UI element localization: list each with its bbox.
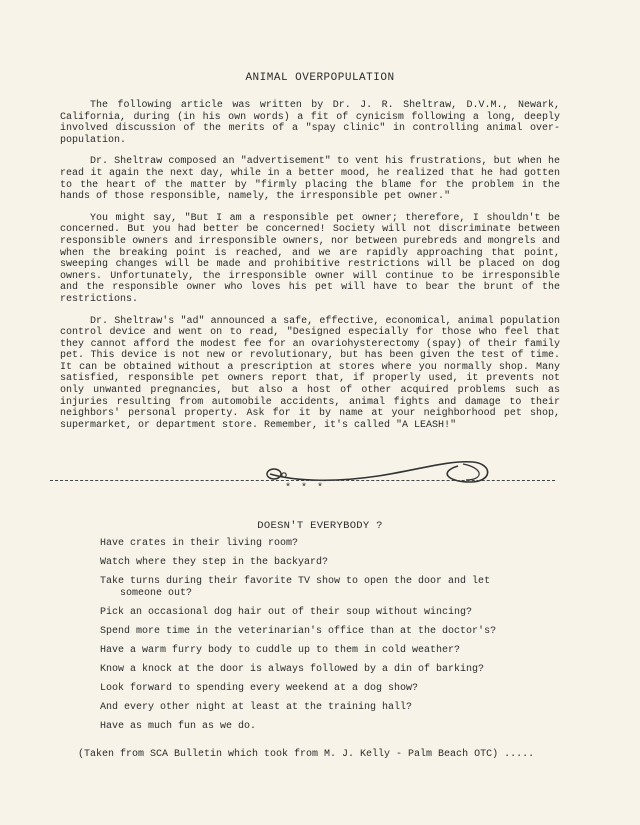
separator-stars: * * * — [285, 483, 326, 494]
article-body — [60, 100, 560, 441]
list-item: Have as much fun as we do. — [100, 720, 257, 732]
list-item: Have crates in their living room? — [100, 538, 299, 549]
question-list — [100, 538, 570, 740]
source-credit: (Taken from SCA Bulletin which took from M. J. Kelly - Palm Beach OTC) ..... — [78, 749, 535, 760]
section-title: DOESN'T EVERYBODY ? — [257, 520, 383, 532]
article-title: ANIMAL OVERPOPULATION — [245, 72, 395, 84]
paragraph-3: You might say, "But I am a responsible pet owner; therefore, I shouldn't be concerned. But you had better be concerned! Society will not discriminate between responsible owners and irresponsible owners, nor between purebreds and mongrels and when the breaking point is reached, and we are rapidly approaching that point, sweeping changes will be made and prohibitive restrictions will be placed on dog owners. Unfortunately, the irresponsible owner will continue to be irresponsible and the responsible owner who loves his pet will have to bear the brunt of the restrictions. — [60, 212, 560, 305]
list-item: Have a warm furry body to cuddle up to them in cold weather? — [100, 644, 461, 656]
list-item: Take turns during their favorite TV show to open the door and let someone out? — [100, 576, 491, 599]
section-divider — [50, 480, 555, 481]
list-item: Watch where they step in the backyard? — [100, 557, 329, 568]
list-item: Look forward to spending every weekend at a dog show? — [100, 682, 419, 694]
paragraph-1: The following article was written by Dr. J. R. Sheltraw, D.V.M., Newark, California, during (in his own words) a fit of cynicism following a long, deeply involved discussion of the merits of a "spay clinic" in controlling animal over-population. — [60, 100, 560, 146]
paragraph-4: Dr. Sheltraw's "ad" announced a safe, effective, economical, animal population control device and went on to read, "Designed especially for those who feel that they cannot afford the modest fee for an ovariohysterectomy (spay) of their family pet. This device is not new or revolutionary, but has been given the test of time. It can be obtained without a prescription at stores where you normally shop. Many satisfied, responsible pet owners report that, if properly used, it prevents not only unwanted pregnancies, but also a host of other acquired problems such as injuries resulting from automobile accidents, animal fights and damage to their neighbors' personal property. Ask for it by name at your neighborhood pet shop, supermarket, or department store. Remember, it's called "A LEASH!" — [60, 315, 560, 431]
paragraph-2: Dr. Sheltraw composed an "advertisement" to vent his frustrations, but when he read it again the next day, while in a better mood, he realized that he had gotten to the heart of the matter by "firmly placing the blame for the problem in the hands of those responsible, namely, the irresponsible pet owner." — [60, 156, 560, 203]
list-item: And every other night at least at the training hall? — [100, 701, 413, 713]
list-item: Spend more time in the veterinarian's office than at the doctor's? — [100, 625, 497, 637]
list-item: Know a knock at the door is always followed by a din of barking? — [100, 663, 485, 675]
list-item: Pick an occasional dog hair out of their soup without wincing? — [100, 606, 473, 618]
